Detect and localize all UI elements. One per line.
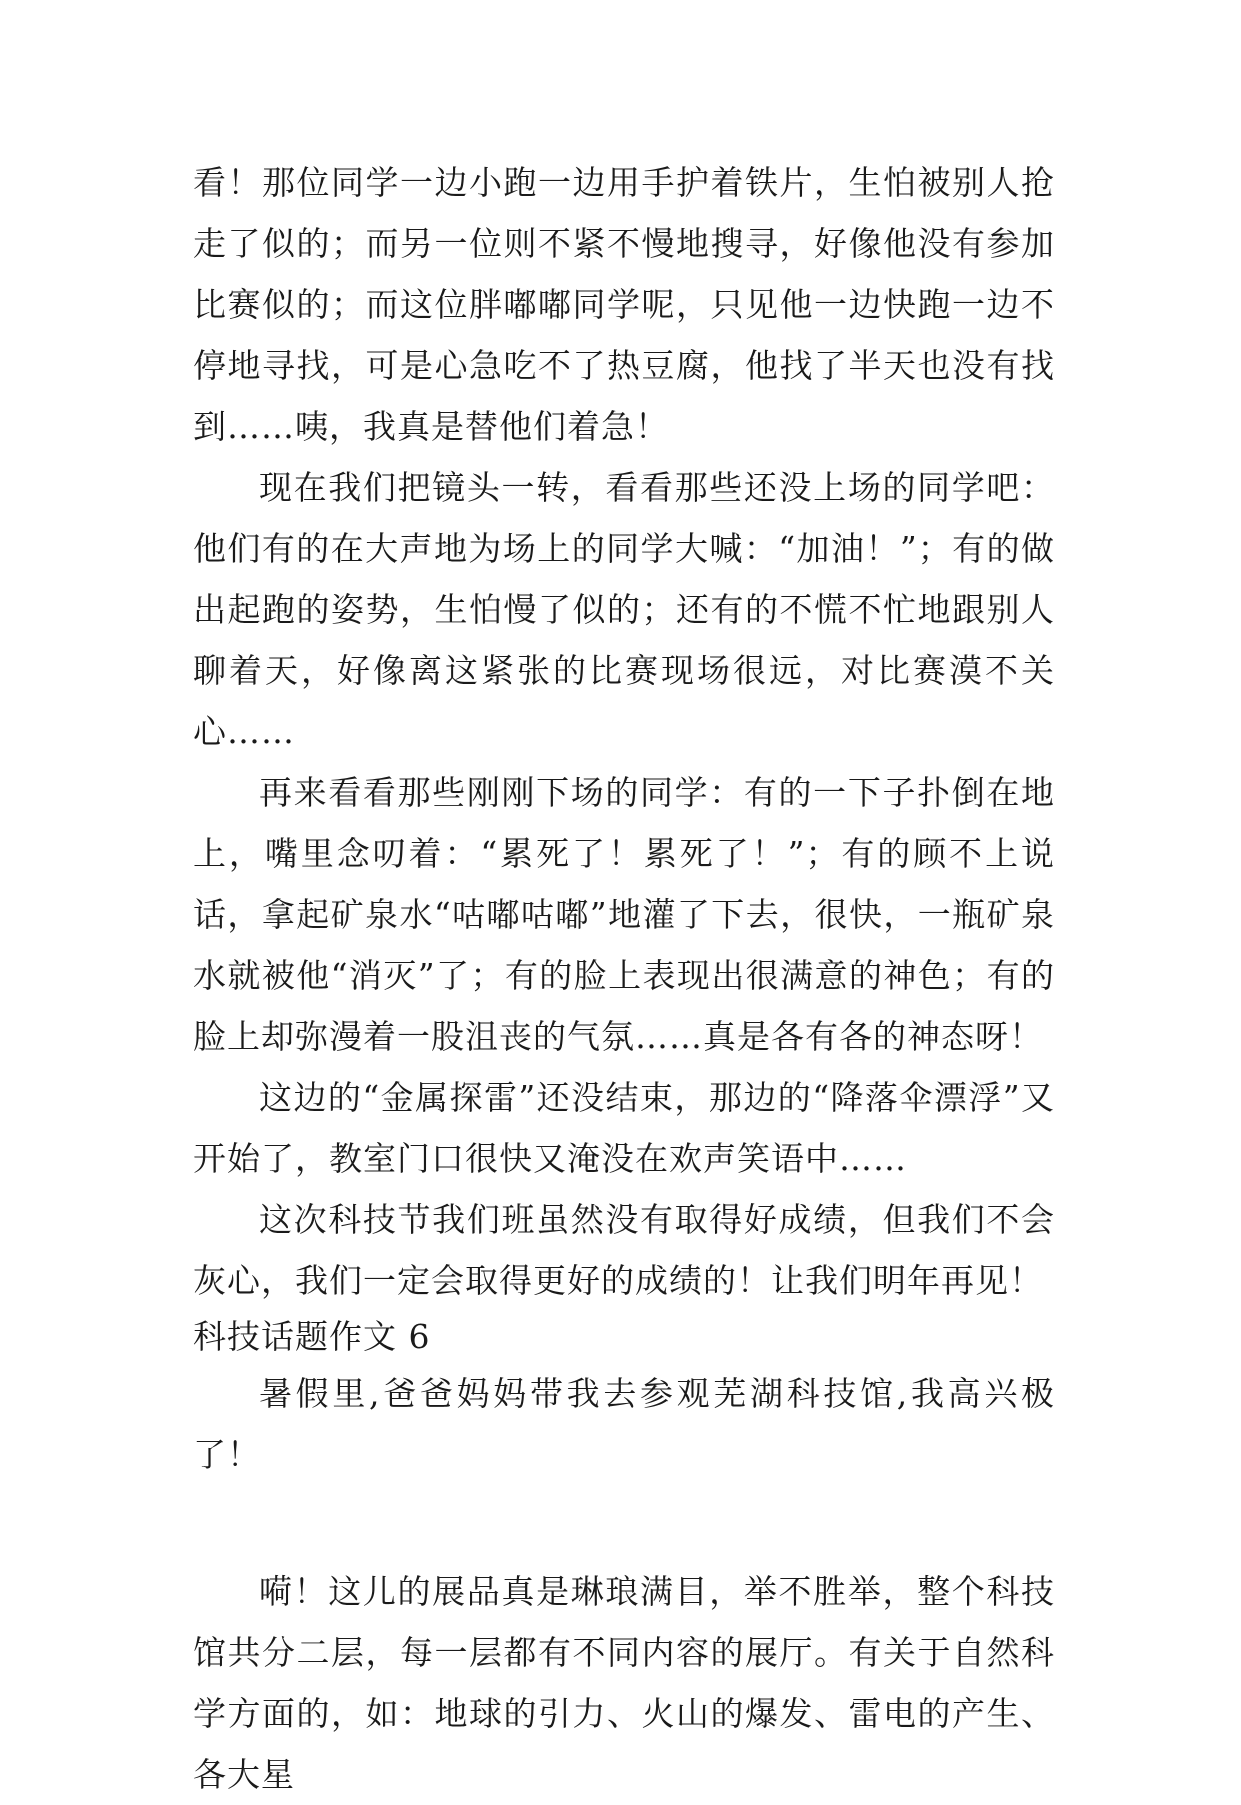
- document-body: [193, 152, 1055, 1805]
- section-heading: 科技话题作文 6: [193, 1317, 431, 1356]
- paragraph-7: 嗬！这儿的展品真是琳琅满目，举不胜举，整个科技馆共分二层，每一层都有不同内容的展厅。有关于自然科学方面的，如：地球的引力、火山的爆发、雷电的产生、各大星: [193, 1572, 1055, 1794]
- paragraph-gap: [193, 1485, 1055, 1561]
- paragraph-4: 这边的“金属探雷”还没结束，那边的“降落伞漂浮”又开始了，教室门口很快又淹没在欢声笑语中……: [193, 1078, 1055, 1178]
- paragraph-1: 看！那位同学一边小跑一边用手护着铁片，生怕被别人抢走了似的；而另一位则不紧不慢地搜寻，好像他没有参加比赛似的；而这位胖嘟嘟同学呢，只见他一边快跑一边不停地寻找，可是心急吃不了热豆腐，他找了半天也没有找到……咦，我真是替他们着急！: [193, 163, 1055, 446]
- paragraph-6: 暑假里,爸爸妈妈带我去参观芜湖科技馆,我高兴极了！: [193, 1374, 1055, 1474]
- paragraph-5: 这次科技节我们班虽然没有取得好成绩，但我们不会灰心，我们一定会取得更好的成绩的！让我们明年再见！: [193, 1200, 1055, 1300]
- paragraph-2: 现在我们把镜头一转，看看那些还没上场的同学吧：他们有的在大声地为场上的同学大喊：“加油！”；有的做出起跑的姿势，生怕慢了似的；还有的不慌不忙地跟别人聊着天，好像离这紧张的比赛现场很远，对比赛漠不关心……: [193, 468, 1055, 751]
- paragraph-3: 再来看看那些刚刚下场的同学：有的一下子扑倒在地上，嘴里念叨着：“累死了！累死了！”；有的顾不上说话，拿起矿泉水“咕嘟咕嘟”地灌了下去，很快，一瓶矿泉水就被他“消灭”了；有的脸上表现出很满意的神色；有的脸上却弥漫着一股沮丧的气氛……真是各有各的神态呀！: [193, 773, 1055, 1056]
